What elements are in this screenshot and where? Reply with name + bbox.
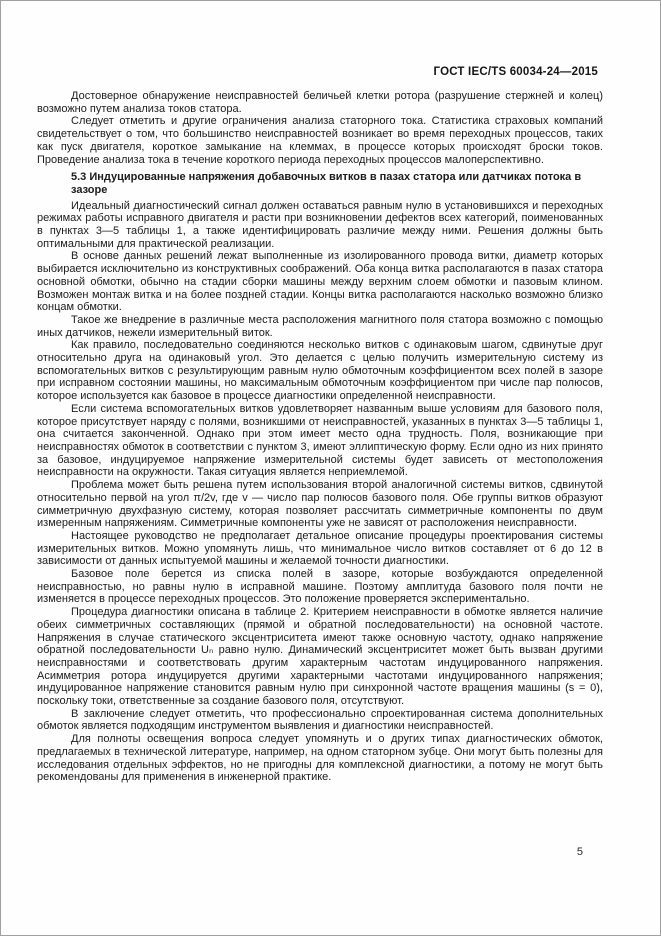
document-body [37,90,603,784]
paragraph: Настоящее руководство не предполагает детальное описание процедуры проектирования системы измерительных витков. Можно упомянуть лишь, что минимальное число витков составляет от 6 до 12 в зависимости от данных испытуемой машины и желаемой точности диагностики. [37,529,603,568]
section-heading: 5.3 Индуцированные напряжения добавочных витков в пазах статора или датчиках потока в зазоре [71,171,582,196]
paragraph: В заключение следует отметить, что профессионально спроектированная система дополнительных обмоток является подходящим инструментом выявления и диагностики неисправностей. [37,707,603,733]
paragraph: Если система вспомогательных витков удовлетворяет названным выше условиям для базового поля, которое присутствует наряду с полями, возникшими от неисправностей, указанных в пунктах 3—5 таблицы 1, она считается законченной. Однако при этом имеет место одна трудность. Поля, возникающие при неисправностях обмоток в соответствии с пунктом 3, имеют эллиптическую форму. Если одно из них принято за базовое, индуцируемое напряжение измерительной системы будет зависеть от местоположения неисправности на окружности. Такая ситуация является неприемлемой. [37,402,603,479]
paragraph: Проблема может быть решена путем использования второй аналогичной системы витков, сдвинутой относительно первой на угол π/2v, где v — число пар полюсов базового поля. Обе группы витков образуют симметричную двухфазную систему, которая позволяет рассчитать симметричные компоненты по двум измеренным напряжениям. Симметричные компоненты уже не зависят от расположения неисправности. [37,479,603,530]
paragraph: Следует отметить и другие ограничения анализа статорного тока. Статистика страховых компаний свидетельствует о том, что большинство неисправностей возникает во время переходных процессов, таких как пуск двигателя, короткое замыкание на клеммах, в процессе которых происходят броски токов. Проведение анализа тока в течение короткого периода переходных процессов малоперспективно. [37,115,603,166]
paragraph: Базовое поле берется из списка полей в зазоре, которые возбуждаются определенной неисправностью, но равны нулю в исправной машине. Поэтому амплитуда базового поля почти не изменяется в процессе переходных процессов. Это положение проверяется экспериментально. [37,568,603,606]
paragraph: Идеальный диагностический сигнал должен оставаться равным нулю в установившихся и переходных режимах работы исправного двигателя и расти при возникновении дефектов всех категорий, поименованных в пунктах 3—5 таблицы 1, а также идентифицировать различие между ними. Решения должны быть оптимальными для практической реализации. [37,199,603,250]
paragraph: Достоверное обнаружение неисправностей беличьей клетки ротора (разрушение стержней и колец) возможно путем анализа токов статора. [37,90,603,115]
page-number: 5 [576,846,583,858]
paragraph: Процедура диагностики описана в таблице 2. Критерием неисправности в обмотке является наличие обеих симметричных составляющих (прямой и обратной последовательности) на основной частоте. Напряжения в случае статического эксцентриситета имеют также основную частоту, однако напряжение обратной последовательности Uₙ равно нулю. Динамический эксцентриситет может быть вызван другими неисправностями и соответствовать другим характерным частотам индуцированного напряжения. Асимметрия ротора индуцируется другими характерными частотами индуцированного напряжения; индуцированное напряжение становится равным нулю при синхронной частоте вращения машины (s = 0), поскольку токи, ответственные за создание базового поля, отсутствуют. [37,606,603,708]
document-code-header: ГОСТ IEC/TS 60034-24—2015 [433,66,598,78]
paragraph: Такое же внедрение в различные места расположения магнитного поля статора возможно с помощью иных датчиков, нежели измерительный виток. [37,313,603,339]
paragraph: Как правило, последовательно соединяются несколько витков с одинаковым шагом, сдвинутые друг относительно друга на одинаковый угол. Это делается с целью получить измерительную систему из вспомогательных витков с результирующим равным нулю обмоточным коэффициентом всех полей в зазоре при исправном состоянии машины, но максимальным обмоточным коэффициентом при числе пар полюсов, которое используется как базовое в процессе диагностики определенной неисправности. [37,339,603,403]
paragraph: В основе данных решений лежат выполненные из изолированного провода витки, диаметр которых выбирается исключительно из конструктивных соображений. Оба конца витка располагаются в пазах статора основной обмотки, обычно на стадии сборки машины между верхним слоем обмотки и пазовым клином. Возможен монтаж витка и на более поздней стадии. Концы витка располагаются насколько возможно близко концам обмотки. [37,250,603,314]
paragraph: Для полноты освещения вопроса следует упомянуть и о других типах диагностических обмоток, предлагаемых в технической литературе, например, на одном статорном зубце. Они могут быть полезны для исследования отдельных эффектов, но не пригодны для комплексной диагностики, а потому не могут быть рекомендованы для применения в инженерной практике. [37,733,603,784]
